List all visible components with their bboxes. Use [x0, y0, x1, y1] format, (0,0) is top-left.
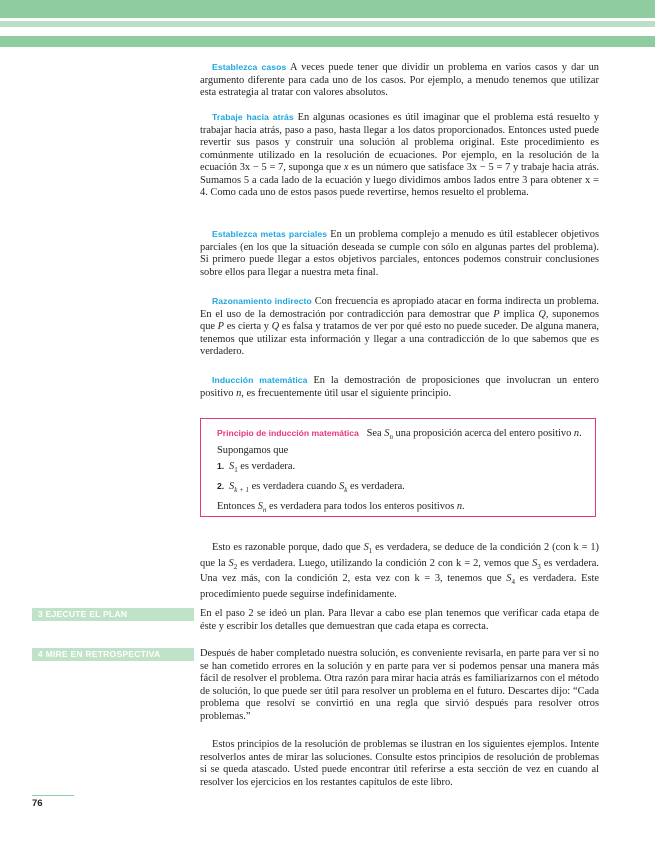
paragraph-casos: Establezca casos A veces puede tener que dividir un problema en varios casos y dar un argumento diferente para cada uno de los casos. Por ejemplo, a menudo tenemos que utilizar esta estrategia al tratar con valores absolutos. — [200, 62, 600, 98]
heading-indirecto: Razonamiento indirecto — [212, 296, 312, 306]
equation: 3x − 5 = 7 — [239, 162, 284, 173]
induction-principle-box — [200, 418, 596, 517]
page-number: 76 — [32, 798, 43, 809]
paragraph-indirecto: Razonamiento indirecto Con frecuencia es apropiado atacar en forma indirecta un problema. En el uso de la demostración por contradicción para demostrar que P implica Q, suponemos que P es cierta y Q es falsa y tratamos de ver por qué esto no puede suceder. De alguna manera, tenemos que utilizar esta información y llegar a una contradicción de lo que sabemos que es verdadero. — [200, 296, 600, 357]
paragraph-step-4: Después de haber completado nuestra solución, es conveniente revisarla, en parte para ver si no se han cometido errores en la solución y en parte para ver si podemos pensar una manera más fácil de resolver el problema. Otra razón para mirar hacia atrás es familiarizarnos con el método de solución, lo que puede ser útil para resolver un problema en el futuro. Descartes dijo: “Cada problema que resolví se convirtió en una regla que sirvió después para resolver otros problemas.” — [200, 648, 599, 722]
top-color-band-thin — [0, 21, 655, 27]
box-heading: Principio de inducción matemática — [217, 428, 359, 438]
heading-casos: Establezca casos — [212, 62, 287, 72]
box-intro: Principio de inducción matemática Sea $S_n$ una proposición acerca del entero positivo n. — [217, 428, 582, 442]
paragraph-atras: Trabaje hacia atrás En algunas ocasiones es útil imaginar que el problema está resuelto y trabajar hacia atrás, paso a paso, hasta llegar a los datos proporcionados. Entonces usted puede revertir sus pasos y construir una solución al problema original. Este procedimiento es comúnmente utilizado en la resolución de ecuaciones. Por ejemplo, en la resolución de la ecuación 3x − 5 = 7, suponga que x es un número que satisface 3x − 5 = 7 y trabaje hacia atrás. Sumamos 5 a cada lado de la ecuación y luego dividimos ambos lados entre 3 para obtener x = 4. Como cada uno de estos pasos puede revertirse, hemos resuelto el problema. — [200, 112, 599, 198]
paragraph-step-3: En el paso 2 se ideó un plan. Para llevar a cabo ese plan tenemos que verificar cada etapa de éste y escribir los detalles que demuestran que cada etapa es correcta. — [200, 608, 599, 632]
heading-induccion: Inducción matemática — [212, 375, 308, 385]
heading-atras: Trabaje hacia atrás — [212, 112, 294, 122]
page-number-rule — [32, 795, 74, 796]
paragraph-metas: Establezca metas parciales En un problema complejo a menudo es útil establecer objetivos parciales (en los que la situación deseada se cumple con sólo en algunas partes del problema). Si primero puede llegar a estos objetivos parciales, entonces podemos construir conclusiones sobre ellos para llegar a nuestra meta final. — [200, 229, 599, 278]
box-conclusion: Entonces $S_n$ es verdadera para todos los enteros positivos n. — [217, 501, 465, 515]
equation: x = 4 — [200, 174, 599, 198]
paragraph-after-box: Esto es razonable porque, dado que $S_1$ es verdadera, se deduce de la condición 2 (con k = 1) que la $S_2$ es verdadera. Luego, utilizando la condición 2 con k = 2, vemos que $S_3$ es verdadera. Una vez más, con la condición 2, esta vez con k = 3, tenemos que $S_4$ es verdadera. Este procedimiento puede seguirse indefinidamente. — [200, 542, 600, 600]
equation: 3x − 5 = 7 — [466, 162, 511, 173]
step-3-label: 3 EJECUTE EL PLAN — [32, 608, 194, 621]
box-item-2: 2. $S_{k + 1}$ es verdadera cuando $S_k$ es verdadera. — [217, 481, 405, 495]
box-suppose: Supongamos que — [217, 445, 289, 457]
top-color-band-lower — [0, 36, 655, 47]
step-4-label: 4 MIRE EN RETROSPECTIVA — [32, 648, 194, 661]
top-color-band — [0, 0, 655, 18]
box-item-1: 1. $S_1$ es verdadera. — [217, 461, 296, 475]
paragraph-induccion: Inducción matemática En la demostración de proposiciones que involucran un entero positivo n, es frecuentemente útil usar el siguiente principio. — [200, 375, 599, 399]
heading-metas: Establezca metas parciales — [212, 229, 328, 239]
paragraph-closing: Estos principios de la resolución de problemas se ilustran en los siguientes ejemplos. Intente resolverlos antes de mirar las soluciones. Consulte estos principios de resolución de problemas si se queda atascado. Usted puede encontrar útil referirse a esta sección de vez en cuando al resolver los ejercicios en los restantes capítulos de este libro. — [200, 739, 599, 788]
